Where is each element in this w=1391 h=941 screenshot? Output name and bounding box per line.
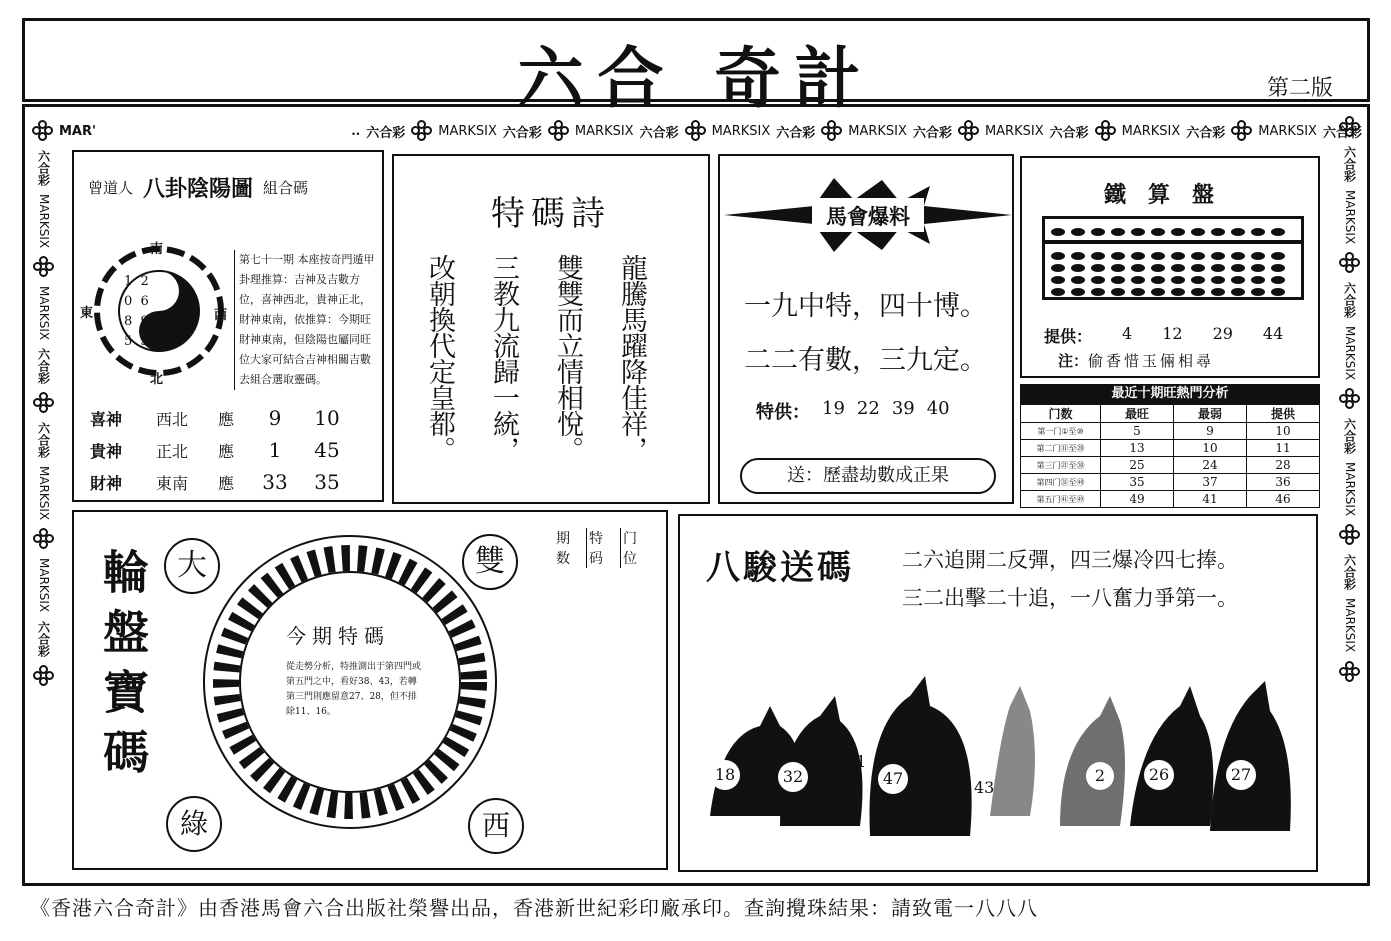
- poem-line: 雙雙而立情相悅。: [552, 254, 583, 462]
- hotcold-title: 最近十期旺熱門分析: [1020, 384, 1320, 404]
- flower-icon: [1339, 524, 1361, 546]
- right-ribbon: 六合彩 MARKSIX 六合彩 MARKSIX 六合彩 MARKSIX 六合彩 MARKSIX: [1336, 116, 1364, 880]
- horse-num: 26: [1144, 760, 1174, 790]
- left-ribbon: 六合彩 MARKSIX MARKSIX 六合彩 六合彩 MARKSIX MARKSIX 六合彩: [30, 150, 58, 880]
- poem-title: 特碼詩: [491, 194, 611, 234]
- wheel-note: 從走勢分析，特推測出于第四門或第五門之中，看好38、43，若轉第三門則應留意27、28，但不排除11、16。: [286, 662, 422, 717]
- poem-line: 改朝換代定皇都。: [424, 254, 455, 462]
- flower-icon: [821, 120, 842, 142]
- flower-icon: [33, 256, 55, 278]
- horses-illustration: [700, 666, 1300, 856]
- poem-panel: [392, 154, 710, 504]
- horses-line-1: 二六追開二反彈，四三爆冷四七捧。: [902, 548, 1238, 572]
- flower-icon: [1339, 388, 1361, 410]
- dir-north: 南: [150, 242, 164, 257]
- corner-west: 西: [468, 798, 524, 854]
- flower-icon: [1339, 252, 1361, 274]
- poem-line: 三教九流歸一統，: [488, 254, 519, 462]
- flower-icon: [32, 120, 53, 142]
- flower-icon: [1231, 120, 1252, 142]
- bagua-numbers: 1 2 0 6 8 9 7 5 3 4: [124, 274, 166, 349]
- dir-south: 北: [150, 372, 164, 387]
- bagua-explanation: 第七十一期 本座按奇門遁甲卦理推算：吉神及吉數方位，喜神西北，貴神正北，財神東南，依推算：今期旺財神東南，但陰陽也屬同旺位大家可結合吉神相關吉數去組合選取靈碼。: [234, 250, 376, 390]
- flower-icon: [1095, 120, 1116, 142]
- top-ribbon: MAR' .. 六合彩 MARKSIX 六合彩 MARKSIX 六合彩 MARKSIX 六合彩 MARKSIX 六合彩 MARKSIX 六合彩 MARKSIX 六合彩 MARKSIX 六合彩: [32, 114, 1362, 148]
- wheel-center-title: 今期特碼: [286, 624, 390, 648]
- edition-label: 第二版: [1266, 76, 1333, 101]
- corner-double: 雙: [462, 534, 518, 590]
- horses-line-2: 三二出擊二十追，一八奮力爭第一。: [902, 586, 1238, 610]
- god-table: [90, 402, 370, 498]
- horse-num: 32: [778, 762, 808, 792]
- dir-east: 東: [80, 306, 94, 321]
- horse-num: 21: [846, 752, 867, 771]
- horse-num: 2: [1086, 762, 1114, 790]
- abacus-title: 鐵算盤: [1103, 183, 1236, 208]
- masthead: [22, 18, 1370, 117]
- dir-west: 西: [214, 308, 228, 323]
- abacus-note: 注：偷香惜玉倆相尋: [1058, 352, 1215, 370]
- hotcold-table: 门数 最旺 最弱 提供 第一门①至⑩ 5 9 10 第二门⑪至⑳ 13 10 11 第三门㉑至㉚ 25 24 28 第四门㉛至㊵ 35 37 36 第五门㊶至㊾ 49 41 46: [1020, 404, 1320, 508]
- god-row: 喜神 西北 應 9 10: [90, 406, 340, 430]
- abacus-provide: 提供： 4 12 29 44: [1044, 324, 1284, 346]
- hotcold-panel: [1020, 384, 1320, 508]
- flower-icon: [33, 392, 55, 414]
- flower-icon: [411, 120, 432, 142]
- horses-panel: [678, 514, 1318, 872]
- abacus-panel: [1020, 156, 1320, 378]
- poem-body: [424, 254, 646, 494]
- wheel-head: 期数 特码 门位: [556, 528, 650, 568]
- horse-num: 27: [1226, 760, 1256, 790]
- god-row: 貴神 正北 應 1 45: [90, 438, 340, 462]
- flower-icon: [1339, 116, 1361, 138]
- horse-num: 18: [710, 760, 740, 790]
- god-row: 財神 東南 應 33 35: [90, 470, 340, 494]
- flower-icon: [548, 120, 569, 142]
- page-title: 六合 奇計: [517, 40, 875, 117]
- poem-line: 龍騰馬躍降佳祥，: [616, 254, 647, 462]
- racing-panel: [718, 154, 1014, 504]
- flower-icon: [33, 665, 55, 687]
- wheel-panel: [72, 510, 668, 870]
- flower-icon: [958, 120, 979, 142]
- flower-icon: [33, 528, 55, 550]
- bagua-heading: 曾道人 八卦陰陽圖 組合碼: [88, 177, 309, 202]
- corner-big: 大: [164, 538, 220, 594]
- footer-text: 《香港六合奇計》由香港馬會六合出版社榮譽出品，香港新世紀彩印廠承印。查詢攪珠結果：請致電一八八八: [30, 896, 1038, 920]
- flower-icon: [685, 120, 706, 142]
- tegong-row: 特供： 19 22 39 40: [756, 398, 950, 423]
- wheel-title: 輪盤寶碼: [96, 548, 150, 788]
- horses-title: 八駿送碼: [706, 548, 854, 588]
- racing-line-1: 一九中特，四十博。: [744, 291, 987, 322]
- horse-num: 43: [974, 778, 995, 797]
- horse-num: 47: [878, 764, 908, 794]
- racing-badge: 馬會爆料: [826, 205, 910, 229]
- send-capsule: 送：歷盡劫數成正果: [740, 458, 996, 494]
- racing-line-2: 二二有數，三九定。: [744, 345, 987, 376]
- abacus-icon: [1042, 216, 1304, 300]
- bagua-panel: [72, 150, 384, 502]
- flower-icon: [1339, 661, 1361, 683]
- corner-green: 綠: [166, 796, 222, 852]
